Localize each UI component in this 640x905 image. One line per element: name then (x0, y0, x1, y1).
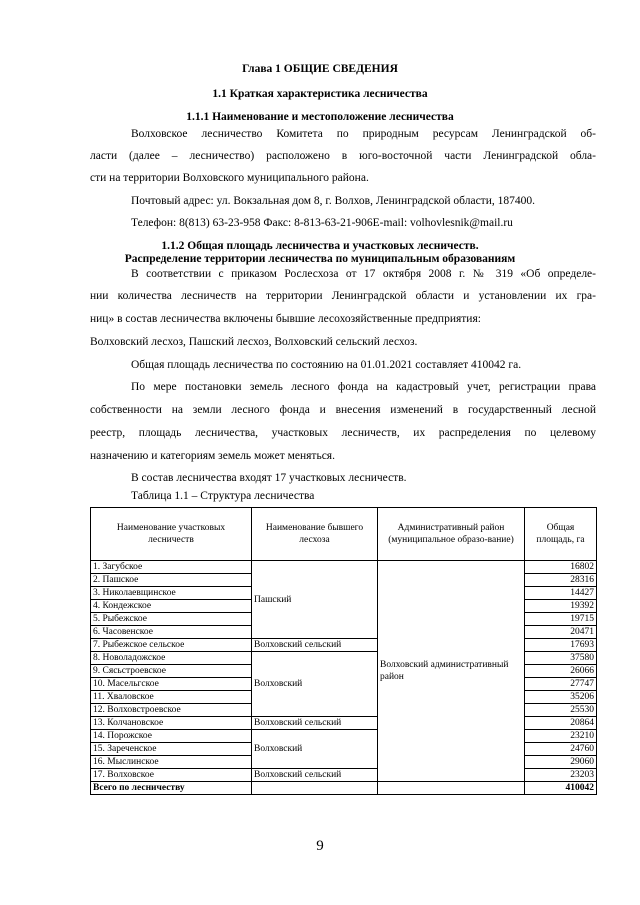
forestry-name: 2. Пашское (91, 574, 252, 587)
forestry-area: 24760 (525, 743, 597, 756)
forestry-area: 16802 (525, 561, 597, 574)
chapter-title: Глава 1 ОБЩИЕ СВЕДЕНИЯ (242, 63, 398, 75)
forestry-name: 5. Рыбежское (91, 613, 252, 626)
forestry-area: 19392 (525, 600, 597, 613)
forestry-name: 6. Часовенское (91, 626, 252, 639)
forestry-area: 19715 (525, 613, 597, 626)
leshoz-cell: Пашский (252, 561, 378, 639)
table-caption: Таблица 1.1 – Структура лесничества (131, 490, 315, 502)
forestry-name: 17. Волховское (91, 769, 252, 782)
forestry-area: 29060 (525, 756, 597, 769)
table-header-row (91, 508, 597, 561)
header-area: Общая площадь, га (525, 508, 597, 561)
empty-cell (252, 782, 378, 795)
forestry-name: 9. Сясьстроевское (91, 665, 252, 678)
forestry-area: 20864 (525, 717, 597, 730)
forestry-name: 10. Масельгское (91, 678, 252, 691)
leshoz-cell: Волховский сельский (252, 769, 378, 782)
forestry-area: 28316 (525, 574, 597, 587)
forestry-area: 25530 (525, 704, 597, 717)
district-cell: Волховский административный район (378, 561, 525, 782)
forestry-area: 20471 (525, 626, 597, 639)
total-area-statement: Общая площадь лесничества по состоянию на 01.01.2021 составляет 410042 га. (131, 359, 522, 371)
forestry-name: 11. Хваловское (91, 691, 252, 704)
section-1-1-title: 1.1 Краткая характеристика лесничества (212, 88, 428, 100)
forestry-name: 1. Загубское (91, 561, 252, 574)
forestry-name: 4. Кондежское (91, 600, 252, 613)
table-row (91, 561, 597, 574)
forestry-name: 15. Зареченское (91, 743, 252, 756)
forestry-area: 23203 (525, 769, 597, 782)
paragraph-line: ниц» в состав лесничества включены бывшие лесохозяйственные предприятия: (90, 313, 481, 325)
forestry-name: 13. Колчановское (91, 717, 252, 730)
leshoz-cell: Волховский (252, 730, 378, 769)
forestry-area: 26066 (525, 665, 597, 678)
paragraph-line: нии количества лесничеств на территории Ленинградской области и установлении их гра- (90, 290, 596, 302)
paragraph-line: Волховское лесничество Комитета по природным ресурсам Ленинградской об- (131, 128, 596, 140)
paragraph-line: собственности на земли лесного фонда и внесения изменений в государственный лесной (90, 404, 596, 416)
paragraph-line: В соответствии с приказом Рослесхоза от 17 октября 2008 г. № 319 «Об определе- (131, 268, 596, 280)
section-1-1-2-title: 1.1.2 Общая площадь лесничества и участковых лесничеств. (161, 240, 479, 252)
leshoz-cell: Волховский сельский (252, 639, 378, 652)
forestry-name: 12. Волховстроевское (91, 704, 252, 717)
header-forestry-name: Наименование участковых лесничеств (91, 508, 252, 561)
forestry-name: 8. Новоладожское (91, 652, 252, 665)
total-label: Всего по лесничеству (91, 782, 252, 795)
forestry-area: 27747 (525, 678, 597, 691)
section-1-1-1-title: 1.1.1 Наименование и местоположение лесничества (186, 111, 454, 123)
postal-address: Почтовый адрес: ул. Вокзальная дом 8, г. Волхов, Ленинградской области, 187400. (131, 195, 535, 207)
paragraph-line: назначению и категориям земель может меняться. (90, 450, 335, 462)
contact-info: Телефон: 8(813) 63-23-958 Факс: 8-813-63-21-906E-mail: volhovlesnik@mail.ru (131, 217, 513, 229)
forestry-area: 35206 (525, 691, 597, 704)
paragraph-line: сти на территории Волховского муниципального района. (90, 172, 369, 184)
header-former-leshoz: Наименование бывшего лесхоза (252, 508, 378, 561)
forestry-name: 7. Рыбежское сельское (91, 639, 252, 652)
forestries-count-statement: В состав лесничества входят 17 участковых лесничеств. (131, 472, 407, 484)
forestry-name: 3. Николаевщинское (91, 587, 252, 600)
empty-cell (378, 782, 525, 795)
paragraph-line: реестр, площадь лесничества, участковых лесничеств, их распределения по целевому (90, 427, 596, 439)
header-district: Административный район (муниципальное образо-вание) (378, 508, 525, 561)
leshoz-cell: Волховский сельский (252, 717, 378, 730)
leshoz-cell: Волховский (252, 652, 378, 717)
forestry-area: 23210 (525, 730, 597, 743)
section-1-1-2-subtitle: Распределение территории лесничества по муниципальным образованиям (124, 253, 516, 265)
page-number: 9 (316, 838, 324, 854)
forestry-area: 17693 (525, 639, 597, 652)
forestry-name: 14. Порожское (91, 730, 252, 743)
total-area: 410042 (525, 782, 597, 795)
forestry-structure-table (90, 507, 597, 795)
paragraph-line: Волховский лесхоз, Пашский лесхоз, Волховский сельский лесхоз. (90, 336, 418, 348)
forestry-name: 16. Мыслинское (91, 756, 252, 769)
forestry-area: 14427 (525, 587, 597, 600)
table-total-row (91, 782, 597, 795)
paragraph-line: ласти (далее – лесничество) расположено в юго-восточной части Ленинградской обла- (90, 150, 596, 162)
forestry-area: 37580 (525, 652, 597, 665)
paragraph-line: По мере постановки земель лесного фонда на кадастровый учет, регистрации права (131, 381, 596, 393)
